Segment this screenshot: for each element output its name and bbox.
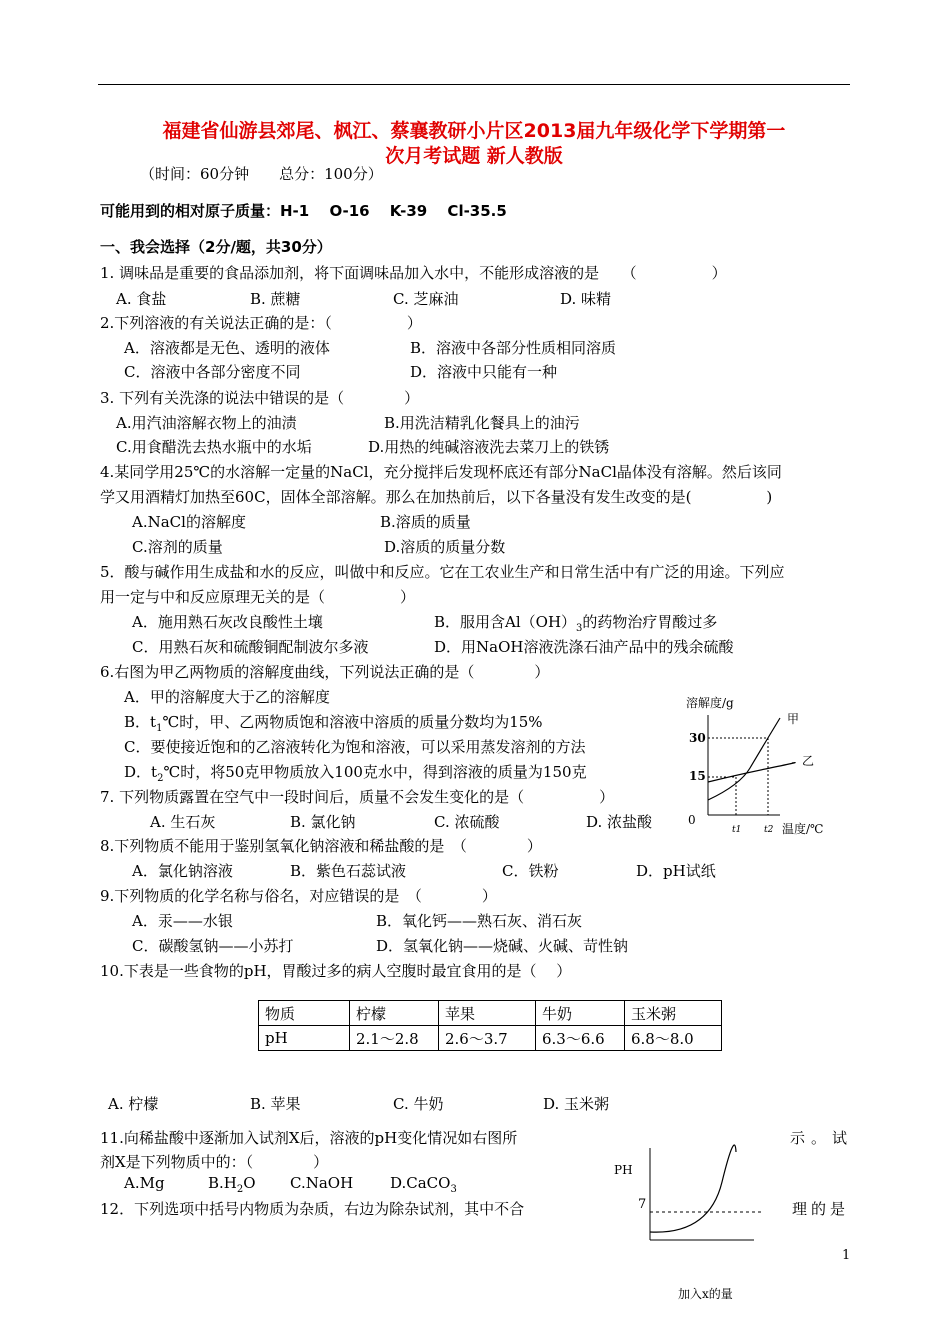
table-cell: pH [259, 1026, 350, 1051]
q10-option-d: D. 玉米粥 [543, 1095, 610, 1113]
q12-line1-end: 理的是 [792, 1200, 850, 1218]
q1-option-b: B. 蔗糖 [250, 290, 301, 308]
document-title-line1: 福建省仙游县郊尾、枫江、蔡襄教研小片区2013届九年级化学下学期第一 [162, 120, 786, 142]
table-cell: 苹果 [439, 1001, 536, 1026]
q9-option-b: B．氧化钙——熟石灰、消石灰 [376, 912, 583, 930]
q8-stem: 8.下列物质不能用于鉴别氢氧化钠溶液和稀盐酸的是 （ ） [100, 837, 542, 855]
q8-option-d: D．pH试纸 [636, 862, 716, 880]
q5-line2: 用一定与中和反应原理无关的是（ ） [100, 588, 416, 606]
q1-option-c: C. 芝麻油 [393, 290, 459, 308]
q7-option-d: D. 浓盐酸 [586, 813, 653, 831]
series-jia-label: 甲 [787, 712, 800, 726]
q10-option-c: C. 牛奶 [393, 1095, 444, 1113]
q1-option-d: D. 味精 [560, 290, 612, 308]
ph-chart [604, 1140, 784, 1340]
q3-stem: 3. 下列有关洗涤的说法中错误的是（ ） [100, 389, 420, 407]
q8-option-c: C．铁粉 [502, 862, 559, 880]
q11-option-b: $B.H_2O$ [208, 1174, 256, 1195]
q2-option-b: B．溶液中各部分性质相同溶质 [410, 339, 617, 357]
q3-option-a: A.用汽油溶解衣物上的油渍 [116, 414, 297, 432]
q7-option-c: C. 浓硫酸 [434, 813, 500, 831]
q2-stem: 2.下列溶液的有关说法正确的是：（ ） [100, 314, 422, 332]
table-cell: 玉米粥 [625, 1001, 722, 1026]
q8-option-b: B．紫色石蕊试液 [290, 862, 407, 880]
solubility-ylabel: 溶解度/g [686, 696, 734, 710]
q1-stem: 1. 调味品是重要的食品添加剂，将下面调味品加入水中，不能形成溶液的是 （ ） [100, 264, 727, 282]
page-number: 1 [842, 1248, 851, 1263]
q4-option-d: D.溶质的质量分数 [384, 538, 506, 556]
solubility-xtick-t2: t2 [764, 825, 774, 835]
series-yi-label: 乙 [802, 754, 815, 768]
q4-option-b: B.溶质的质量 [380, 513, 471, 531]
q6-option-d: D．$t_2℃$时，将50克甲物质放入100克水中，得到溶液的质量为150克 [124, 763, 587, 784]
q5-option-a: A．施用熟石灰改良酸性土壤 [132, 613, 323, 631]
q9-option-d: D．氢氧化钠——烧碱、火碱、苛性钠 [376, 937, 629, 955]
series-jia-curve [708, 718, 780, 800]
q2-option-d: D．溶液中只能有一种 [410, 363, 558, 381]
table-cell: 2.6～3.7 [439, 1026, 536, 1051]
q5-option-d: D．用NaOH溶液洗涤石油产品中的残余硫酸 [434, 638, 734, 656]
header-rule [98, 84, 850, 85]
solubility-chart [680, 690, 840, 840]
table-cell: 柠檬 [350, 1001, 439, 1026]
table-cell: 物质 [259, 1001, 350, 1026]
ph-table [258, 1000, 722, 1051]
q11-line1: 11.向稀盐酸中逐渐加入试剂X后，溶液的pH变化情况如右图所 [100, 1129, 518, 1147]
q10-option-b: B. 苹果 [250, 1095, 301, 1113]
q11-option-c: C.NaOH [290, 1174, 354, 1192]
q6-option-b: B．$t_1℃$时，甲、乙两物质饱和溶液中溶质的质量分数均为15% [124, 713, 543, 734]
solubility-ytick-30: 30 [689, 731, 706, 745]
q9-option-a: A．汞——水银 [132, 912, 233, 930]
solubility-xtick-t1: t1 [732, 825, 742, 835]
q7-option-a: A. 生石灰 [150, 813, 216, 831]
ph-ylabel: PH [614, 1163, 633, 1177]
q12-line1: 12．下列选项中括号内物质为杂质，右边为除杂试剂，其中不合 [100, 1200, 525, 1218]
section-heading: 一、我会选择（2分/题，共30分） [100, 238, 332, 256]
atomic-mass-line: 可能用到的相对原子质量：H-1 O-16 K-39 Cl-35.5 [100, 202, 507, 220]
ph-ytick-7: 7 [638, 1197, 647, 1212]
q2-option-c: C．溶液中各部分密度不同 [124, 363, 301, 381]
ph-xlabel: 加入x的量 [678, 1287, 733, 1301]
q5-line1: 5．酸与碱作用生成盐和水的反应，叫做中和反应。它在工农业生产和日常生活中有广泛的用途。下列应 [100, 563, 785, 581]
q9-stem: 9.下列物质的化学名称与俗名，对应错误的是 （ ） [100, 887, 497, 905]
q3-option-d: D.用热的纯碱溶液洗去菜刀上的铁锈 [368, 438, 610, 456]
exam-meta: （时间：60分钟 总分：100分） [140, 165, 383, 183]
q11-line2: 剂X是下列物质中的：（ ） [100, 1153, 329, 1171]
q11-line1-end: 示。试 [790, 1129, 854, 1147]
q4-option-a: A.NaCl的溶解度 [132, 513, 246, 531]
q8-option-a: A．氯化钠溶液 [132, 862, 233, 880]
solubility-origin: 0 [688, 813, 696, 827]
q11-option-a: A.Mg [124, 1174, 165, 1192]
q7-option-b: B. 氯化钠 [290, 813, 356, 831]
table-row [259, 1026, 722, 1051]
q3-option-c: C.用食醋洗去热水瓶中的水垢 [116, 438, 312, 456]
q2-option-a: A．溶液都是无色、透明的液体 [124, 339, 330, 357]
q10-option-a: A. 柠檬 [108, 1095, 159, 1113]
solubility-xlabel: 温度/℃ [782, 822, 824, 836]
q4-line2: 学又用酒精灯加热至60C，固体全部溶解。那么在加热前后，以下各量没有发生改变的是( ) [100, 488, 773, 506]
q9-option-c: C．碳酸氢钠——小苏打 [132, 937, 294, 955]
q7-stem: 7. 下列物质露置在空气中一段时间后，质量不会发生变化的是（ ） [100, 788, 615, 806]
q5-option-c: C．用熟石灰和硫酸铜配制波尔多液 [132, 638, 369, 656]
q4-option-c: C.溶剂的质量 [132, 538, 223, 556]
q6-option-c: C．要使接近饱和的乙溶液转化为饱和溶液，可以采用蒸发溶剂的方法 [124, 738, 586, 756]
document-title-line2: 次月考试题 新人教版 [385, 145, 563, 167]
table-cell: 6.3～6.6 [536, 1026, 625, 1051]
q11-option-d: D.CaCO$_3$ [390, 1174, 457, 1195]
table-row [259, 1001, 722, 1026]
q10-stem: 10.下表是一些食物的pH，胃酸过多的病人空腹时最宜食用的是（ ） [100, 962, 572, 980]
q6-stem: 6.右图为甲乙两物质的溶解度曲线，下列说法正确的是（ ） [100, 663, 550, 681]
q5-option-b: B．服用含$Al(OH)_3$的药物治疗胃酸过多 [434, 613, 718, 634]
table-cell: 2.1～2.8 [350, 1026, 439, 1051]
q4-line1: 4.某同学用25℃的水溶解一定量的NaCl，充分搅拌后发现杯底还有部分NaCl晶体没有溶解。然后该同 [100, 463, 782, 481]
q3-option-b: B.用洗洁精乳化餐具上的油污 [384, 414, 580, 432]
solubility-ytick-15: 15 [689, 769, 706, 783]
table-cell: 牛奶 [536, 1001, 625, 1026]
q1-option-a: A. 食盐 [116, 290, 167, 308]
q6-option-a: A．甲的溶解度大于乙的溶解度 [124, 688, 330, 706]
ph-curve [650, 1145, 736, 1232]
table-cell: 6.8～8.0 [625, 1026, 722, 1051]
